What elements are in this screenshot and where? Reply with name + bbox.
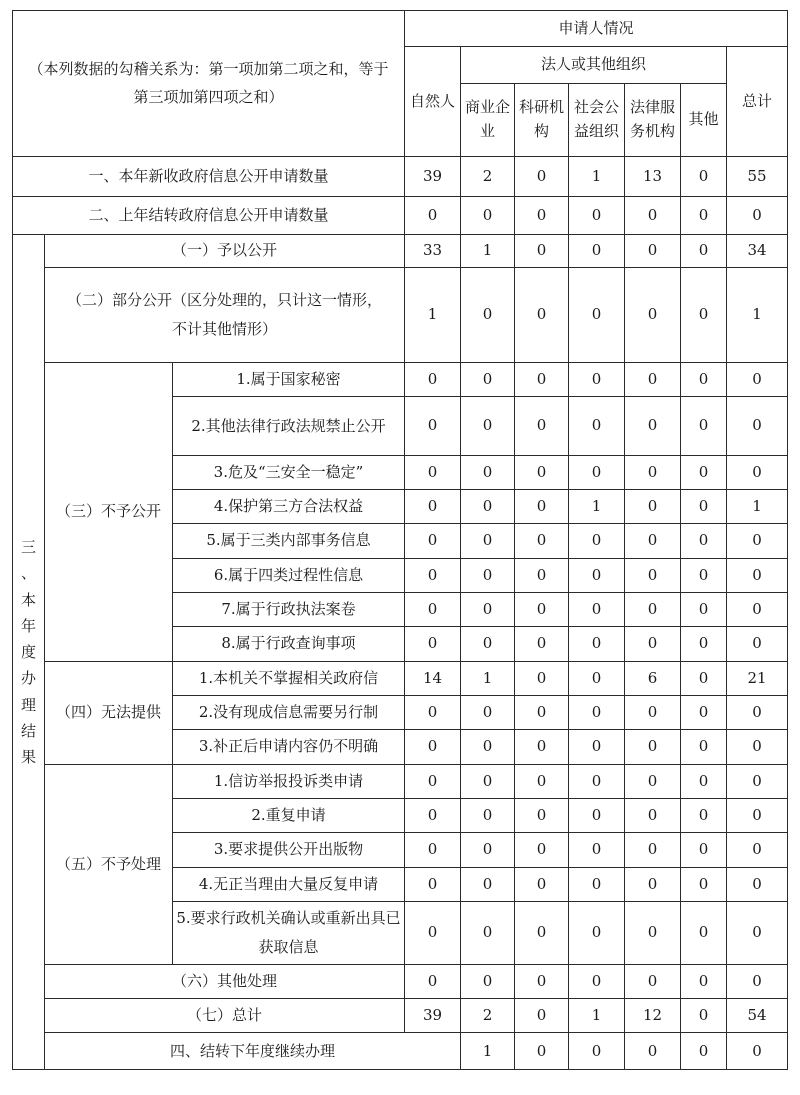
row-section-total — [13, 999, 788, 1033]
header-total: 总计 — [727, 47, 788, 156]
row-label: 一、本年新收政府信息公开申请数量 — [13, 156, 405, 196]
row-label: 二、上年结转政府信息公开申请数量 — [13, 196, 405, 234]
row-label: 3.要求提供公开出版物 — [173, 833, 405, 867]
cell-other: 0 — [681, 833, 727, 867]
cell-research: 0 — [515, 362, 569, 396]
cell-law: 0 — [625, 362, 681, 396]
disclosure-statistics-table — [12, 10, 788, 1070]
cell-research: 0 — [515, 695, 569, 729]
cell-total: 54 — [727, 999, 788, 1033]
row-label: 四、结转下年度继续办理 — [45, 1033, 461, 1070]
row-label: 3.危及“三安全一稳定” — [173, 455, 405, 489]
row-label: 1.本机关不掌握相关政府信 — [173, 661, 405, 695]
row-label: （六）其他处理 — [45, 964, 405, 998]
row-label: 2.没有现成信息需要另行制 — [173, 695, 405, 729]
cell-research: 0 — [515, 964, 569, 998]
group-not-disclosed: （三）不予公开 — [45, 362, 173, 661]
cell-law: 0 — [625, 798, 681, 832]
cell-natural: 0 — [405, 362, 461, 396]
cell-social: 0 — [569, 902, 625, 965]
cell-research: 0 — [515, 902, 569, 965]
cell-social: 0 — [569, 558, 625, 592]
cell-natural: 0 — [405, 730, 461, 764]
cell-natural: 39 — [405, 156, 461, 196]
cell-research: 0 — [515, 235, 569, 267]
row-label: （一）予以公开 — [45, 235, 405, 267]
cell-social: 0 — [569, 235, 625, 267]
cell-other: 0 — [681, 764, 727, 798]
cell-total: 0 — [727, 730, 788, 764]
row-full-disclosure — [13, 235, 788, 267]
row-not-disclosed-1 — [13, 362, 788, 396]
row-label: 4.保护第三方合法权益 — [173, 489, 405, 523]
cell-natural: 39 — [405, 999, 461, 1033]
cell-natural: 0 — [405, 558, 461, 592]
cell-research: 0 — [515, 489, 569, 523]
group-not-processed: （五）不予处理 — [45, 764, 173, 964]
cell-other: 0 — [681, 695, 727, 729]
cell-commercial: 0 — [461, 196, 515, 234]
cell-natural: 0 — [405, 396, 461, 455]
cell-other: 0 — [681, 524, 727, 558]
cell-law: 6 — [625, 661, 681, 695]
cell-law: 0 — [625, 196, 681, 234]
cell-total: 0 — [727, 867, 788, 901]
cell-other: 0 — [681, 964, 727, 998]
cell-law: 0 — [625, 396, 681, 455]
cell-other: 0 — [681, 396, 727, 455]
cell-social: 0 — [569, 362, 625, 396]
cell-total: 0 — [727, 592, 788, 626]
cell-total: 0 — [727, 798, 788, 832]
cell-research: 0 — [515, 156, 569, 196]
cell-total: 0 — [727, 902, 788, 965]
cell-total: 0 — [727, 455, 788, 489]
cell-other: 0 — [727, 1033, 788, 1070]
cell-research: 0 — [515, 999, 569, 1033]
cell-other: 0 — [681, 627, 727, 661]
row-label: 1.信访举报投诉类申请 — [173, 764, 405, 798]
cell-commercial: 0 — [461, 592, 515, 626]
cell-social: 1 — [569, 489, 625, 523]
cell-research: 0 — [515, 833, 569, 867]
cell-commercial: 0 — [461, 362, 515, 396]
cell-research: 0 — [515, 798, 569, 832]
cell-social: 0 — [569, 627, 625, 661]
row-label: 2.其他法律行政法规禁止公开 — [173, 396, 405, 455]
cell-commercial: 0 — [515, 1033, 569, 1070]
cell-commercial: 2 — [461, 999, 515, 1033]
cell-natural: 0 — [405, 695, 461, 729]
cell-other: 0 — [681, 867, 727, 901]
cell-natural: 0 — [405, 489, 461, 523]
row-label: （二）部分公开（区分处理的，只计这一情形，不计其他情形） — [45, 267, 405, 362]
cell-other: 0 — [681, 489, 727, 523]
cell-law: 0 — [625, 867, 681, 901]
header-legal: 法人或其他组织 — [461, 47, 727, 83]
row-other-handling — [13, 964, 788, 998]
header-commercial: 商业企业 — [461, 83, 515, 156]
cell-law: 0 — [625, 489, 681, 523]
cell-other: 0 — [681, 235, 727, 267]
cell-social: 0 — [569, 524, 625, 558]
cell-total: 0 — [727, 627, 788, 661]
header-note-cell: （本列数据的勾稽关系为：第一项加第二项之和，等于第三项加第四项之和） — [13, 11, 405, 157]
cell-commercial: 0 — [461, 627, 515, 661]
cell-natural: 33 — [405, 235, 461, 267]
cell-law: 0 — [625, 592, 681, 626]
cell-total: 0 — [727, 833, 788, 867]
cell-commercial: 1 — [461, 661, 515, 695]
cell-natural: 0 — [405, 964, 461, 998]
cell-law: 12 — [625, 999, 681, 1033]
cell-commercial: 1 — [461, 235, 515, 267]
cell-other: 0 — [681, 798, 727, 832]
group-unable-to-provide: （四）无法提供 — [45, 661, 173, 764]
cell-other: 0 — [681, 999, 727, 1033]
cell-other: 0 — [681, 156, 727, 196]
cell-social: 0 — [569, 695, 625, 729]
cell-total: 55 — [727, 156, 788, 196]
cell-law: 0 — [625, 902, 681, 965]
cell-social: 0 — [569, 867, 625, 901]
cell-law: 0 — [625, 235, 681, 267]
header-applicant: 申请人情况 — [405, 11, 788, 47]
cell-total: 0 — [727, 764, 788, 798]
cell-commercial: 0 — [461, 833, 515, 867]
cell-total: 0 — [727, 396, 788, 455]
cell-natural: 0 — [405, 902, 461, 965]
row-carried-over — [13, 196, 788, 234]
row-label: 7.属于行政执法案卷 — [173, 592, 405, 626]
cell-research: 0 — [515, 730, 569, 764]
cell-social: 0 — [569, 592, 625, 626]
cell-total: 0 — [727, 558, 788, 592]
row-label: （七）总计 — [45, 999, 405, 1033]
cell-commercial: 0 — [461, 267, 515, 362]
cell-research: 0 — [569, 1033, 625, 1070]
cell-commercial: 0 — [461, 558, 515, 592]
cell-natural: 0 — [405, 833, 461, 867]
cell-other: 0 — [681, 196, 727, 234]
cell-law: 0 — [625, 695, 681, 729]
cell-commercial: 2 — [461, 156, 515, 196]
cell-law: 0 — [681, 1033, 727, 1070]
header-other: 其他 — [681, 83, 727, 156]
cell-social: 0 — [569, 730, 625, 764]
row-unable-1 — [13, 661, 788, 695]
cell-social: 0 — [569, 455, 625, 489]
cell-law: 0 — [625, 964, 681, 998]
cell-other: 0 — [681, 362, 727, 396]
row-label: 1.属于国家秘密 — [173, 362, 405, 396]
header-natural: 自然人 — [405, 47, 461, 156]
cell-research: 0 — [515, 627, 569, 661]
cell-natural: 14 — [405, 661, 461, 695]
row-label: 2.重复申请 — [173, 798, 405, 832]
cell-total: 0 — [727, 695, 788, 729]
cell-commercial: 0 — [461, 867, 515, 901]
cell-total: 1 — [727, 267, 788, 362]
cell-total: 21 — [727, 661, 788, 695]
cell-total: 0 — [727, 964, 788, 998]
cell-other: 0 — [681, 902, 727, 965]
cell-social: 0 — [569, 396, 625, 455]
cell-research: 0 — [515, 661, 569, 695]
header-social: 社会公益组织 — [569, 83, 625, 156]
cell-research: 0 — [515, 524, 569, 558]
cell-commercial: 0 — [461, 964, 515, 998]
cell-natural: 1 — [461, 1033, 515, 1070]
cell-commercial: 0 — [461, 798, 515, 832]
cell-total: 0 — [727, 524, 788, 558]
cell-law: 0 — [625, 524, 681, 558]
row-label: 5.属于三类内部事务信息 — [173, 524, 405, 558]
cell-commercial: 0 — [461, 396, 515, 455]
row-label: 3.补正后申请内容仍不明确 — [173, 730, 405, 764]
cell-natural: 0 — [405, 764, 461, 798]
cell-other: 0 — [681, 455, 727, 489]
cell-natural: 0 — [405, 627, 461, 661]
cell-natural: 0 — [405, 524, 461, 558]
cell-social: 0 — [569, 833, 625, 867]
cell-natural: 1 — [405, 267, 461, 362]
cell-natural: 0 — [405, 798, 461, 832]
cell-other: 0 — [681, 592, 727, 626]
cell-social: 0 — [569, 764, 625, 798]
cell-research: 0 — [515, 764, 569, 798]
row-partial-disclosure — [13, 267, 788, 362]
cell-other: 0 — [681, 558, 727, 592]
cell-law: 0 — [625, 455, 681, 489]
cell-social: 0 — [569, 964, 625, 998]
row-new-requests — [13, 156, 788, 196]
cell-social: 0 — [569, 798, 625, 832]
cell-research: 0 — [515, 396, 569, 455]
cell-research: 0 — [515, 592, 569, 626]
cell-social: 1 — [569, 999, 625, 1033]
cell-commercial: 0 — [461, 489, 515, 523]
cell-law: 0 — [625, 764, 681, 798]
cell-social: 1 — [569, 156, 625, 196]
section3-vertical-label: 三 、 本 年 度 办 理 结 果 — [13, 235, 45, 1070]
header-row-1 — [13, 11, 788, 47]
cell-natural: 0 — [405, 592, 461, 626]
cell-law: 0 — [625, 833, 681, 867]
cell-other: 0 — [681, 267, 727, 362]
cell-law: 0 — [625, 558, 681, 592]
cell-social: 0 — [569, 267, 625, 362]
cell-natural: 0 — [405, 455, 461, 489]
cell-social: 0 — [625, 1033, 681, 1070]
cell-commercial: 0 — [461, 455, 515, 489]
cell-research: 0 — [515, 196, 569, 234]
cell-commercial: 0 — [461, 730, 515, 764]
cell-total: 1 — [727, 489, 788, 523]
cell-total: 0 — [727, 362, 788, 396]
cell-total: 34 — [727, 235, 788, 267]
cell-law: 0 — [625, 267, 681, 362]
row-label: 5.要求行政机关确认或重新出具已获取信息 — [173, 902, 405, 965]
row-not-processed-1 — [13, 764, 788, 798]
row-label: 6.属于四类过程性信息 — [173, 558, 405, 592]
cell-other: 0 — [681, 730, 727, 764]
cell-other: 0 — [681, 661, 727, 695]
cell-natural: 0 — [405, 196, 461, 234]
header-law: 法律服务机构 — [625, 83, 681, 156]
cell-social: 0 — [569, 196, 625, 234]
row-carry-forward — [13, 1033, 788, 1070]
cell-total: 0 — [727, 196, 788, 234]
cell-natural: 0 — [405, 867, 461, 901]
header-research: 科研机构 — [515, 83, 569, 156]
cell-research: 0 — [515, 455, 569, 489]
cell-law: 13 — [625, 156, 681, 196]
cell-research: 0 — [515, 867, 569, 901]
row-label: 8.属于行政查询事项 — [173, 627, 405, 661]
cell-commercial: 0 — [461, 764, 515, 798]
row-label: 4.无正当理由大量反复申请 — [173, 867, 405, 901]
cell-commercial: 0 — [461, 524, 515, 558]
cell-commercial: 0 — [461, 902, 515, 965]
cell-research: 0 — [515, 558, 569, 592]
cell-law: 0 — [625, 730, 681, 764]
cell-law: 0 — [625, 627, 681, 661]
cell-commercial: 0 — [461, 695, 515, 729]
cell-research: 0 — [515, 267, 569, 362]
cell-social: 0 — [569, 661, 625, 695]
